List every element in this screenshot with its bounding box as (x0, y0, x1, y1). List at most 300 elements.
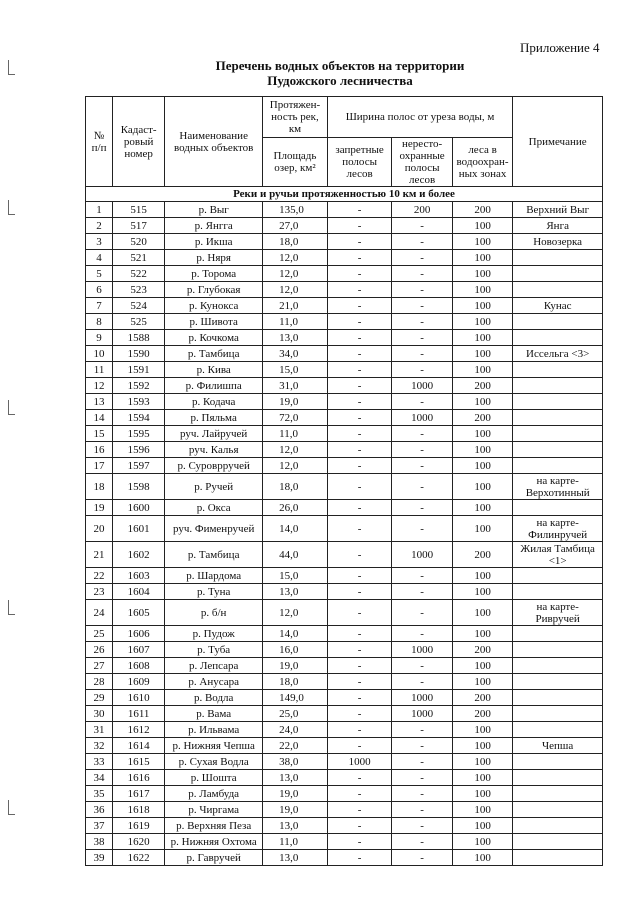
note (513, 850, 603, 866)
length-value: 18,0 (263, 234, 328, 250)
waterprotect-strip: 100 (452, 394, 512, 410)
object-name: р. Ламбуда (165, 786, 263, 802)
forbidden-strip: - (327, 834, 392, 850)
table-row (86, 600, 603, 626)
table-row (86, 770, 603, 786)
margin-mark (8, 800, 15, 815)
cadastral-number: 1620 (113, 834, 165, 850)
cadastral-number: 1596 (113, 442, 165, 458)
table-row (86, 202, 603, 218)
cadastral-number: 1590 (113, 346, 165, 362)
row-num: 12 (86, 378, 113, 394)
row-num: 5 (86, 266, 113, 282)
table-row (86, 426, 603, 442)
forbidden-strip: - (327, 850, 392, 866)
object-name: р. Тамбица (165, 542, 263, 568)
object-name: р. Шивота (165, 314, 263, 330)
cadastral-number: 1604 (113, 584, 165, 600)
table-row (86, 346, 603, 362)
spawning-strip: - (392, 282, 452, 298)
object-name: р. Пяльма (165, 410, 263, 426)
spawning-strip: - (392, 786, 452, 802)
row-num: 33 (86, 754, 113, 770)
note (513, 378, 603, 394)
object-name: р. Сухая Водла (165, 754, 263, 770)
cadastral-number: 1602 (113, 542, 165, 568)
col-header-cadastral: Кадаст-ровый номер (113, 97, 165, 187)
spawning-strip: - (392, 234, 452, 250)
note (513, 706, 603, 722)
note (513, 458, 603, 474)
cadastral-number: 522 (113, 266, 165, 282)
forbidden-strip: 1000 (327, 754, 392, 770)
col-header-waterprotect: леса в водоохран-ных зонах (452, 138, 512, 187)
row-num: 10 (86, 346, 113, 362)
note (513, 410, 603, 426)
row-num: 27 (86, 658, 113, 674)
col-header-spawning: нересто-охранные полосы лесов (392, 138, 452, 187)
waterprotect-strip: 100 (452, 500, 512, 516)
table-row (86, 802, 603, 818)
object-name: руч. Фименручей (165, 516, 263, 542)
object-name: р. Филишпа (165, 378, 263, 394)
note (513, 754, 603, 770)
note: Иссельга <3> (513, 346, 603, 362)
spawning-strip: - (392, 266, 452, 282)
table-row (86, 834, 603, 850)
waterprotect-strip: 100 (452, 282, 512, 298)
note (513, 442, 603, 458)
forbidden-strip: - (327, 500, 392, 516)
note (513, 362, 603, 378)
col-header-note: Примечание (513, 97, 603, 187)
forbidden-strip: - (327, 410, 392, 426)
object-name: р. Выг (165, 202, 263, 218)
length-value: 24,0 (263, 722, 328, 738)
note: Чепша (513, 738, 603, 754)
waterprotect-strip: 100 (452, 658, 512, 674)
waterprotect-strip: 100 (452, 442, 512, 458)
col-header-name: Наименование водных объектов (165, 97, 263, 187)
object-name: р. Икша (165, 234, 263, 250)
length-value: 13,0 (263, 770, 328, 786)
cadastral-number: 524 (113, 298, 165, 314)
forbidden-strip: - (327, 568, 392, 584)
margin-mark (8, 200, 15, 215)
waterprotect-strip: 200 (452, 690, 512, 706)
waterprotect-strip: 100 (452, 850, 512, 866)
length-value: 15,0 (263, 362, 328, 378)
spawning-strip: - (392, 394, 452, 410)
cadastral-number: 521 (113, 250, 165, 266)
margin-mark (8, 60, 15, 75)
table-row (86, 474, 603, 500)
waterprotect-strip: 100 (452, 802, 512, 818)
row-num: 23 (86, 584, 113, 600)
length-value: 14,0 (263, 516, 328, 542)
table-row (86, 722, 603, 738)
note (513, 568, 603, 584)
spawning-strip: - (392, 362, 452, 378)
table-row (86, 690, 603, 706)
table-row (86, 658, 603, 674)
row-num: 35 (86, 786, 113, 802)
cadastral-number: 1588 (113, 330, 165, 346)
length-value: 11,0 (263, 426, 328, 442)
cadastral-number: 515 (113, 202, 165, 218)
row-num: 29 (86, 690, 113, 706)
object-name: р. Гавручей (165, 850, 263, 866)
cadastral-number: 1617 (113, 786, 165, 802)
length-value: 25,0 (263, 706, 328, 722)
forbidden-strip: - (327, 250, 392, 266)
col-header-area: Площадь озер, км² (263, 138, 328, 187)
note: Янга (513, 218, 603, 234)
cadastral-number: 1618 (113, 802, 165, 818)
object-name: р. Кочкома (165, 330, 263, 346)
cadastral-number: 1611 (113, 706, 165, 722)
length-value: 12,0 (263, 250, 328, 266)
table-row (86, 218, 603, 234)
spawning-strip: - (392, 754, 452, 770)
note (513, 626, 603, 642)
table-row (86, 738, 603, 754)
spawning-strip: - (392, 674, 452, 690)
object-name: р. Туба (165, 642, 263, 658)
spawning-strip: - (392, 722, 452, 738)
note (513, 690, 603, 706)
note: Новозерка (513, 234, 603, 250)
length-value: 135,0 (263, 202, 328, 218)
length-value: 12,0 (263, 600, 328, 626)
note (513, 584, 603, 600)
forbidden-strip: - (327, 516, 392, 542)
object-name: р. Шардома (165, 568, 263, 584)
length-value: 44,0 (263, 542, 328, 568)
table-row (86, 298, 603, 314)
row-num: 19 (86, 500, 113, 516)
table-row (86, 314, 603, 330)
title-line: Пудожского лесничества (267, 73, 413, 88)
forbidden-strip: - (327, 442, 392, 458)
waterprotect-strip: 200 (452, 378, 512, 394)
waterprotect-strip: 200 (452, 542, 512, 568)
forbidden-strip: - (327, 378, 392, 394)
table-row (86, 850, 603, 866)
note: Кунас (513, 298, 603, 314)
table-row (86, 282, 603, 298)
spawning-strip: - (392, 458, 452, 474)
table-row (86, 378, 603, 394)
row-num: 15 (86, 426, 113, 442)
table-row (86, 330, 603, 346)
row-num: 18 (86, 474, 113, 500)
forbidden-strip: - (327, 658, 392, 674)
spawning-strip: - (392, 250, 452, 266)
cadastral-number: 1597 (113, 458, 165, 474)
waterprotect-strip: 100 (452, 298, 512, 314)
spawning-strip: - (392, 626, 452, 642)
note (513, 770, 603, 786)
forbidden-strip: - (327, 458, 392, 474)
spawning-strip: - (392, 442, 452, 458)
note: на карте-Филинручей (513, 516, 603, 542)
length-value: 16,0 (263, 642, 328, 658)
forbidden-strip: - (327, 786, 392, 802)
forbidden-strip: - (327, 722, 392, 738)
object-name: р. Тамбица (165, 346, 263, 362)
forbidden-strip: - (327, 266, 392, 282)
table-row (86, 500, 603, 516)
table-row (86, 516, 603, 542)
table-row (86, 754, 603, 770)
spawning-strip: 1000 (392, 690, 452, 706)
object-name: руч. Калья (165, 442, 263, 458)
note: Жилая Тамбица <1> (513, 542, 603, 568)
forbidden-strip: - (327, 626, 392, 642)
waterprotect-strip: 100 (452, 738, 512, 754)
table-row (86, 568, 603, 584)
length-value: 19,0 (263, 802, 328, 818)
row-num: 11 (86, 362, 113, 378)
row-num: 8 (86, 314, 113, 330)
row-num: 6 (86, 282, 113, 298)
object-name: р. Кунокса (165, 298, 263, 314)
waterprotect-strip: 100 (452, 346, 512, 362)
object-name: р. Ручей (165, 474, 263, 500)
row-num: 9 (86, 330, 113, 346)
table-row (86, 234, 603, 250)
forbidden-strip: - (327, 542, 392, 568)
table-row (86, 362, 603, 378)
margin-mark (8, 400, 15, 415)
object-name: р. Суроврручей (165, 458, 263, 474)
cadastral-number: 1612 (113, 722, 165, 738)
table-row (86, 266, 603, 282)
object-name: р. Кива (165, 362, 263, 378)
water-objects-table (85, 96, 603, 866)
cadastral-number: 1593 (113, 394, 165, 410)
spawning-strip: 1000 (392, 378, 452, 394)
col-header-num: № п/п (86, 97, 113, 187)
table-row (86, 642, 603, 658)
length-value: 31,0 (263, 378, 328, 394)
forbidden-strip: - (327, 818, 392, 834)
object-name: руч. Лайручей (165, 426, 263, 442)
cadastral-number: 1608 (113, 658, 165, 674)
forbidden-strip: - (327, 642, 392, 658)
cadastral-number: 1600 (113, 500, 165, 516)
object-name: р. Пудож (165, 626, 263, 642)
cadastral-number: 1605 (113, 600, 165, 626)
title-line: Перечень водных объектов на территории (215, 58, 465, 73)
row-num: 17 (86, 458, 113, 474)
table-row (86, 442, 603, 458)
object-name: р. Лепсара (165, 658, 263, 674)
cadastral-number: 1609 (113, 674, 165, 690)
section-header: Реки и ручьи протяженностью 10 км и более (86, 187, 603, 202)
row-num: 13 (86, 394, 113, 410)
forbidden-strip: - (327, 690, 392, 706)
note (513, 786, 603, 802)
length-value: 12,0 (263, 442, 328, 458)
forbidden-strip: - (327, 584, 392, 600)
forbidden-strip: - (327, 346, 392, 362)
spawning-strip: - (392, 738, 452, 754)
cadastral-number: 1591 (113, 362, 165, 378)
length-value: 13,0 (263, 330, 328, 346)
waterprotect-strip: 200 (452, 410, 512, 426)
note (513, 394, 603, 410)
length-value: 18,0 (263, 474, 328, 500)
length-value: 12,0 (263, 266, 328, 282)
waterprotect-strip: 100 (452, 674, 512, 690)
waterprotect-strip: 100 (452, 330, 512, 346)
object-name: р. Чиргама (165, 802, 263, 818)
waterprotect-strip: 100 (452, 516, 512, 542)
note (513, 282, 603, 298)
note (513, 818, 603, 834)
spawning-strip: - (392, 330, 452, 346)
length-value: 14,0 (263, 626, 328, 642)
table-row (86, 786, 603, 802)
forbidden-strip: - (327, 802, 392, 818)
cadastral-number: 523 (113, 282, 165, 298)
table-row (86, 250, 603, 266)
row-num: 7 (86, 298, 113, 314)
note: Верхний Выг (513, 202, 603, 218)
row-num: 25 (86, 626, 113, 642)
spawning-strip: - (392, 658, 452, 674)
note (513, 250, 603, 266)
waterprotect-strip: 100 (452, 568, 512, 584)
note: на карте-Верхотинный (513, 474, 603, 500)
cadastral-number: 1616 (113, 770, 165, 786)
forbidden-strip: - (327, 298, 392, 314)
cadastral-number: 1619 (113, 818, 165, 834)
forbidden-strip: - (327, 362, 392, 378)
spawning-strip: - (392, 850, 452, 866)
table-row (86, 706, 603, 722)
forbidden-strip: - (327, 394, 392, 410)
row-num: 22 (86, 568, 113, 584)
length-value: 18,0 (263, 674, 328, 690)
waterprotect-strip: 100 (452, 626, 512, 642)
row-num: 24 (86, 600, 113, 626)
object-name: р. Анусара (165, 674, 263, 690)
forbidden-strip: - (327, 706, 392, 722)
row-num: 34 (86, 770, 113, 786)
forbidden-strip: - (327, 674, 392, 690)
length-value: 149,0 (263, 690, 328, 706)
spawning-strip: 1000 (392, 706, 452, 722)
row-num: 28 (86, 674, 113, 690)
waterprotect-strip: 100 (452, 770, 512, 786)
forbidden-strip: - (327, 282, 392, 298)
table-row (86, 626, 603, 642)
cadastral-number: 525 (113, 314, 165, 330)
length-value: 13,0 (263, 584, 328, 600)
waterprotect-strip: 100 (452, 722, 512, 738)
forbidden-strip: - (327, 770, 392, 786)
forbidden-strip: - (327, 738, 392, 754)
note (513, 658, 603, 674)
col-header-width-group: Ширина полос от уреза воды, м (327, 97, 513, 138)
col-header-length: Протяжен-ность рек, км (263, 97, 328, 138)
object-name: р. Торома (165, 266, 263, 282)
waterprotect-strip: 100 (452, 362, 512, 378)
row-num: 1 (86, 202, 113, 218)
spawning-strip: - (392, 500, 452, 516)
table-row (86, 584, 603, 600)
row-num: 20 (86, 516, 113, 542)
cadastral-number: 1607 (113, 642, 165, 658)
waterprotect-strip: 100 (452, 818, 512, 834)
table-row (86, 410, 603, 426)
note (513, 834, 603, 850)
forbidden-strip: - (327, 314, 392, 330)
row-num: 21 (86, 542, 113, 568)
spawning-strip: - (392, 600, 452, 626)
waterprotect-strip: 100 (452, 600, 512, 626)
row-num: 38 (86, 834, 113, 850)
forbidden-strip: - (327, 474, 392, 500)
cadastral-number: 520 (113, 234, 165, 250)
spawning-strip: - (392, 568, 452, 584)
object-name: р. Вама (165, 706, 263, 722)
spawning-strip: - (392, 346, 452, 362)
waterprotect-strip: 100 (452, 234, 512, 250)
spawning-strip: 200 (392, 202, 452, 218)
object-name: р. Водла (165, 690, 263, 706)
waterprotect-strip: 200 (452, 642, 512, 658)
note (513, 330, 603, 346)
spawning-strip: 1000 (392, 642, 452, 658)
length-value: 22,0 (263, 738, 328, 754)
waterprotect-strip: 100 (452, 250, 512, 266)
row-num: 14 (86, 410, 113, 426)
cadastral-number: 1614 (113, 738, 165, 754)
cadastral-number: 1622 (113, 850, 165, 866)
spawning-strip: - (392, 474, 452, 500)
spawning-strip: - (392, 770, 452, 786)
object-name: р. Нижняя Чепша (165, 738, 263, 754)
object-name: р. Глубокая (165, 282, 263, 298)
cadastral-number: 517 (113, 218, 165, 234)
cadastral-number: 1603 (113, 568, 165, 584)
spawning-strip: - (392, 834, 452, 850)
row-num: 30 (86, 706, 113, 722)
spawning-strip: - (392, 584, 452, 600)
length-value: 11,0 (263, 314, 328, 330)
row-num: 39 (86, 850, 113, 866)
cadastral-number: 1592 (113, 378, 165, 394)
note: на карте-Ривручей (513, 600, 603, 626)
cadastral-number: 1598 (113, 474, 165, 500)
row-num: 31 (86, 722, 113, 738)
object-name: р. Кодача (165, 394, 263, 410)
waterprotect-strip: 100 (452, 458, 512, 474)
cadastral-number: 1615 (113, 754, 165, 770)
forbidden-strip: - (327, 426, 392, 442)
spawning-strip: - (392, 818, 452, 834)
note (513, 802, 603, 818)
forbidden-strip: - (327, 600, 392, 626)
spawning-strip: 1000 (392, 410, 452, 426)
object-name: р. Туна (165, 584, 263, 600)
object-name: р. б/н (165, 600, 263, 626)
object-name: р. Янгга (165, 218, 263, 234)
